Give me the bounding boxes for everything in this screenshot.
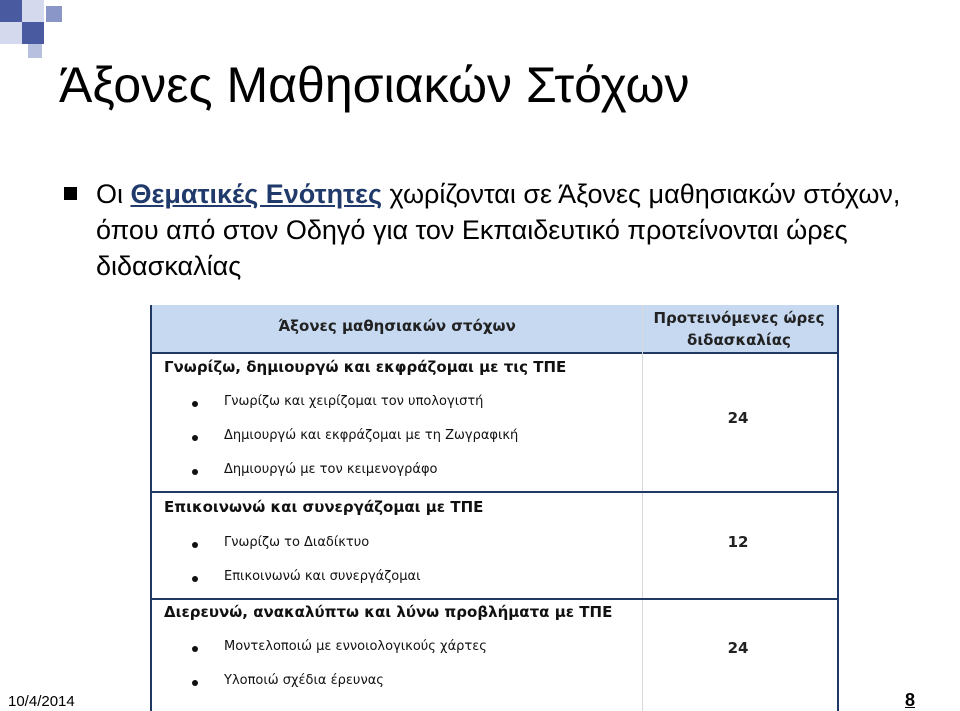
- list-item: Μοντελοποιώ με εννοιολογικούς χάρτες: [224, 639, 487, 654]
- square-bullet-icon: [64, 187, 77, 200]
- group-title: Γνωρίζω, δημιουργώ και εκφράζομαι με τις ΤΠΕ: [164, 358, 567, 376]
- slide-title: Άξονες Μαθησιακών Στόχων: [59, 57, 690, 113]
- bullet-dot-icon: [192, 542, 198, 548]
- header-hours-line2: διδασκαλίας: [687, 331, 791, 349]
- hours-value: 12: [727, 533, 749, 551]
- bullet-prefix: Οι: [96, 179, 131, 209]
- bullet-rest: χωρίζονται σε Άξονες μαθησιακών στόχων, όπου από στον Οδηγό για τον Εκπαιδευτικό προτείνονται ώρες διδασκαλίας: [96, 179, 901, 281]
- hours-value: 24: [727, 639, 749, 657]
- list-item: Δημιουργώ με τον κειμενογράφο: [224, 462, 438, 477]
- row-separator: [152, 598, 837, 600]
- list-item: Υλοποιώ σχέδια έρευνας: [224, 673, 384, 688]
- hours-value: 24: [727, 409, 749, 427]
- group-title: Διερευνώ, ανακαλύπτω και λύνω προβλήματα με ΤΠΕ: [164, 603, 613, 621]
- header-hours: [644, 307, 834, 351]
- bullet-dot-icon: [192, 576, 198, 582]
- group-title: Επικοινωνώ και συνεργάζομαι με ΤΠΕ: [164, 498, 484, 516]
- bullet-dot-icon: [192, 469, 198, 475]
- page-number: 8: [905, 690, 916, 710]
- bullet-dot-icon: [192, 680, 198, 686]
- bullet-text: [96, 176, 916, 284]
- bullet-dot-icon: [192, 401, 198, 407]
- table-header: [152, 305, 837, 354]
- header-hours-line1: Προτεινόμενες ώρες: [653, 309, 825, 327]
- list-item: Δημιουργώ και εκφράζομαι με τη Ζωγραφική: [224, 428, 519, 443]
- bullet-dot-icon: [192, 646, 198, 652]
- row-separator: [152, 491, 837, 493]
- bullet-dot-icon: [192, 435, 198, 441]
- learning-objectives-table: [150, 305, 839, 711]
- bullet-highlight-link[interactable]: Θεματικές Ενότητες: [130, 179, 382, 209]
- list-item: Γνωρίζω το Διαδίκτυο: [224, 535, 370, 550]
- list-item: Επικοινωνώ και συνεργάζομαι: [224, 569, 421, 584]
- list-item: Γνωρίζω και χειρίζομαι τον υπολογιστή: [224, 394, 484, 409]
- footer-date: 10/4/2014: [8, 693, 75, 710]
- header-axes: Άξονες μαθησιακών στόχων: [278, 317, 516, 335]
